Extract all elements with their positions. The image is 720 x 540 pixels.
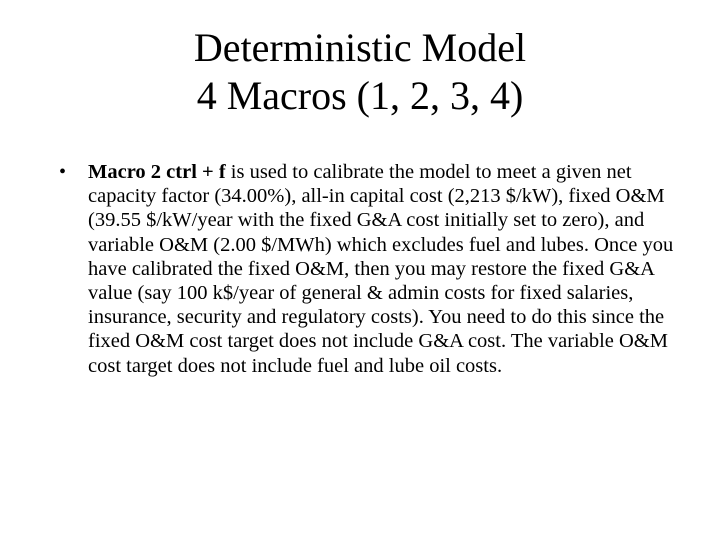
bullet-bold-text: Macro 2 ctrl + f [88, 161, 226, 183]
title-line-1: Deterministic Model [193, 25, 527, 70]
bullet-text: is used to calibrate the model to meet a given net capacity factor (34.00%), all-in capital cost (2,213 $/kW), fixed O&M (39.55 $/kW/year with the fixed G&A cost initially set to zero), and variable O&M (2.00 $/MWh) which excludes fuel and lubes. Once you have calibrated the fixed O&M, then you may restore the fixed G&A value (say 100 k$/year of general & admin costs for fixed salaries, insurance, security and regulatory costs). You need to do this since the fixed O&M cost target does not include G&A cost. The variable O&M cost target does not include fuel and lube oil costs. [88, 161, 674, 377]
title-line-2: 4 Macros (1, 2, 3, 4) [196, 73, 524, 118]
slide-body [56, 160, 676, 378]
bullet-item [56, 160, 676, 378]
slide-title [0, 24, 720, 120]
bullet-marker: • [59, 161, 67, 183]
